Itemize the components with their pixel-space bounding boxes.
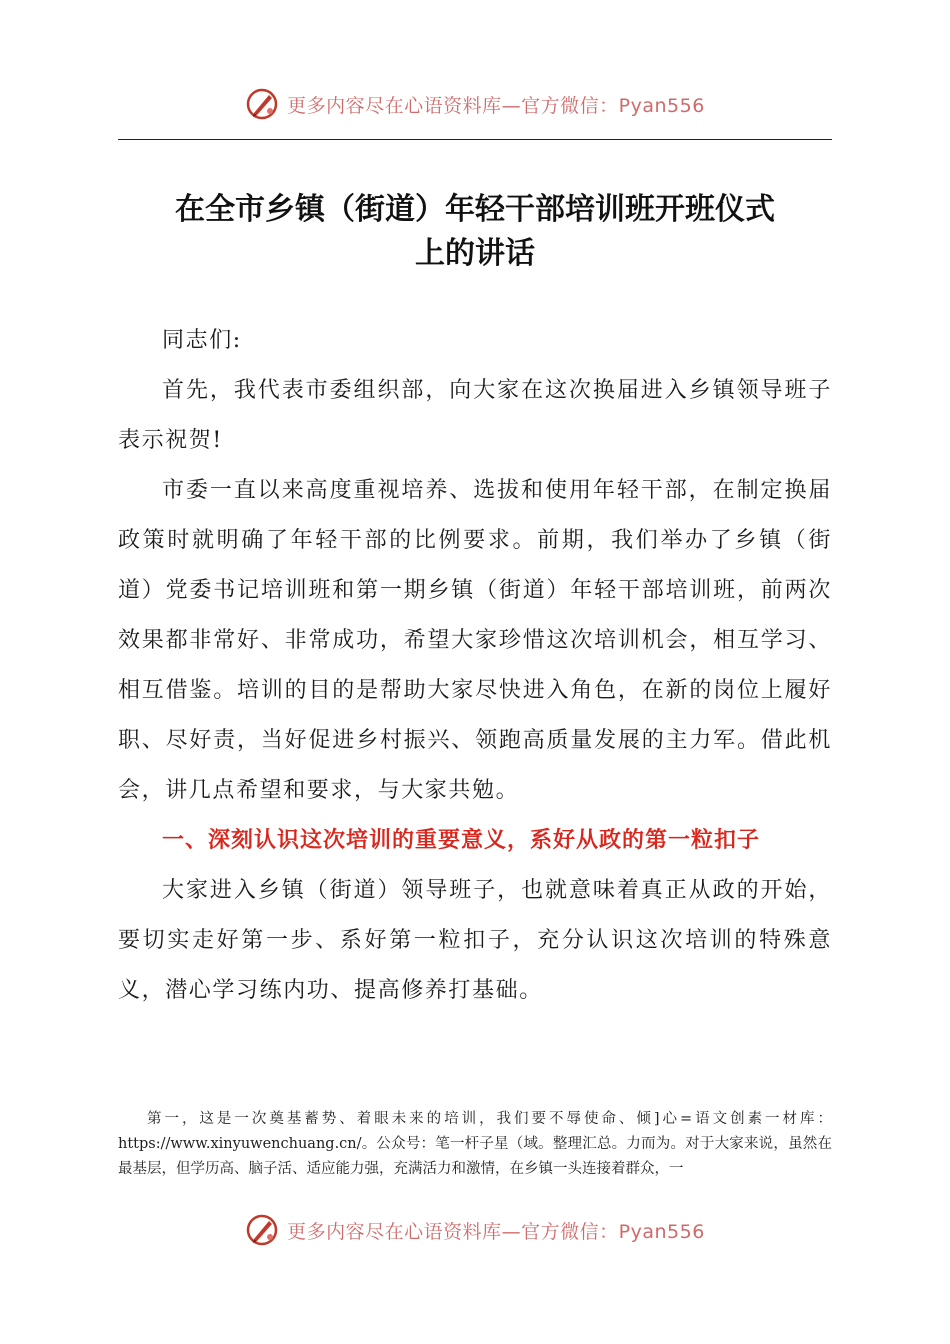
document-title — [118, 188, 832, 276]
header-divider — [118, 139, 832, 140]
small-paragraph: 第一，这是一次奠基蓄势、着眼未来的培训，我们要不辱使命、倾]心=语文创素一材库：https://www.xinyuwenchuang.cn/。公众号：笔一杆子星（域。整理汇总。力而为。对于大家来说，虽然在最基层，但学历高、脑子活、适应能力强，充满活力和激情，在乡镇一头连接着群众，一 — [118, 1111, 832, 1177]
pen-circle-logo-icon — [245, 1213, 279, 1247]
header-banner — [0, 84, 950, 124]
footer-banner-text: 更多内容尽在心语资料库—官方微信：Pyan556 — [287, 1220, 705, 1243]
body-paragraph: 首先，我代表市委组织部，向大家在这次换届进入乡镇领导班子表示祝贺! — [118, 378, 832, 453]
document-body — [118, 316, 832, 1016]
header-banner-text: 更多内容尽在心语资料库—官方微信：Pyan556 — [287, 94, 705, 117]
footer-banner — [0, 1210, 950, 1250]
body-paragraph: 大家进入乡镇（街道）领导班子，也就意味着真正从政的开始，要切实走好第一步、系好第一粒扣子，充分认识这次培训的特殊意义，潜心学习练内功、提高修养打基础。 — [118, 878, 832, 1003]
title-line-1: 在全市乡镇（街道）年轻干部培训班开班仪式 — [175, 192, 775, 227]
salutation: 同志们: — [162, 328, 242, 353]
pen-circle-logo-icon — [245, 87, 279, 121]
small-print-paragraph — [118, 1107, 832, 1182]
body-paragraph: 市委一直以来高度重视培养、选拔和使用年轻干部，在制定换届政策时就明确了年轻干部的比例要求。前期，我们举办了乡镇（街道）党委书记培训班和第一期乡镇（街道）年轻干部培训班，前两次效果都非常好、非常成功，希望大家珍惜这次培训机会，相互学习、相互借鉴。培训的目的是帮助大家尽快进入角色，在新的岗位上履好职、尽好责，当好促进乡村振兴、领跑高质量发展的主力军。借此机会，讲几点希望和要求，与大家共勉。 — [118, 478, 832, 803]
title-line-2: 上的讲话 — [415, 236, 535, 271]
section-heading: 一、深刻认识这次培训的重要意义，系好从政的第一粒扣子 — [162, 828, 761, 853]
